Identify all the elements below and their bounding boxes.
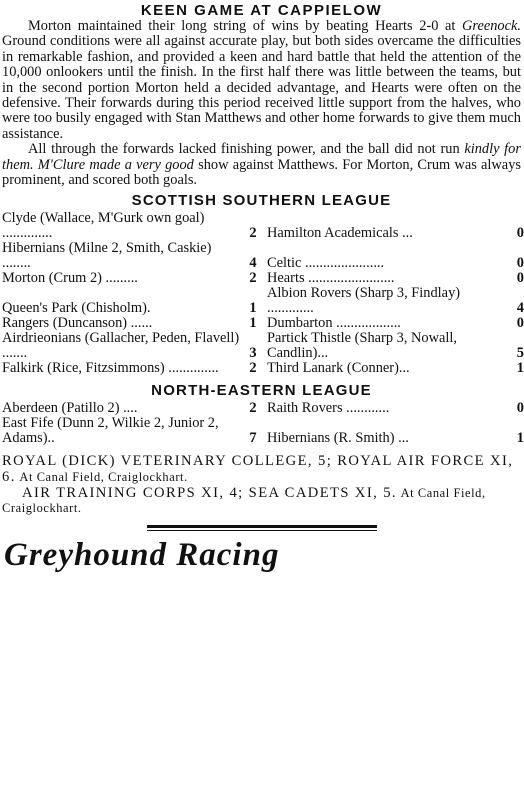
home-team: East Fife (Dunn 2, Wilkie 2, Junior 2, Adams).. — [2, 415, 219, 447]
home-score: 2 — [249, 400, 257, 417]
greyhound-racing-heading: Greyhound Racing — [4, 536, 280, 573]
article-paragraph-1 — [0, 19, 523, 142]
home-score: 7 — [249, 430, 257, 447]
away-score: 1 — [516, 360, 524, 377]
away-score: 0 — [516, 255, 524, 272]
home-score: 2 — [249, 225, 257, 242]
away-team: Partick Thistle (Sharp 3, Nowall, Candlin)... — [267, 330, 457, 362]
home-score: 1 — [249, 300, 257, 317]
home-team: Clyde (Wallace, M'Gurk own goal) .............. — [2, 210, 205, 242]
result-row — [2, 331, 524, 361]
notice-main: ROYAL (DICK) VETERINARY COLLEGE, 5; ROYAL AIR FORCE XI, 6. — [2, 453, 514, 486]
away-team: Hibernians (R. Smith) ... — [267, 430, 409, 447]
result-row — [2, 316, 524, 331]
text-run: All through the forwards lacked finishing power, and the ball did not run — [28, 141, 465, 158]
northeastern-league-title: NORTH-EASTERN LEAGUE — [151, 382, 372, 400]
away-score: 0 — [516, 270, 524, 287]
section-divider-thin — [147, 530, 377, 531]
home-score: 1 — [249, 315, 257, 332]
result-row — [2, 211, 524, 241]
home-score: 3 — [249, 345, 257, 362]
southern-league-title: SCOTTISH SOUTHERN LEAGUE — [131, 192, 392, 210]
notice-main: AIR TRAINING CORPS XI, 4; SEA CADETS XI, 5. — [22, 484, 397, 501]
away-team: Third Lanark (Conner)... — [267, 360, 410, 377]
italic-text-run: kindly for them. M'Clure made a very good — [2, 141, 521, 173]
northeastern-league-results — [2, 401, 524, 446]
result-row — [2, 286, 524, 316]
result-row — [2, 241, 524, 271]
home-team: Hibernians (Milne 2, Smith, Caskie) ........ — [2, 240, 212, 272]
home-team: Aberdeen (Patillo 2) .... — [2, 400, 138, 417]
away-team: Hearts ........................ — [267, 270, 395, 287]
home-team: Falkirk (Rice, Fitzsimmons) .............. — [2, 360, 219, 377]
home-score: 2 — [249, 270, 257, 287]
article-headline: KEEN GAME AT CAPPIELOW — [140, 2, 383, 19]
article-paragraph-2 — [0, 142, 523, 188]
away-team: Hamilton Academicals ... — [267, 225, 413, 242]
away-score: 0 — [516, 400, 524, 417]
result-row — [2, 416, 524, 446]
home-team: Rangers (Duncanson) ...... — [2, 315, 153, 332]
away-team: Raith Rovers ............ — [267, 400, 390, 417]
notice-atc-vs-sea-cadets — [0, 486, 523, 517]
notice-veterinary-vs-raf — [0, 454, 523, 485]
southern-league-results — [2, 211, 524, 376]
notice-venue: At Canal Field, Craiglockhart. — [19, 470, 188, 485]
text-run: show against Matthews. For Morton, Crum was always prominent, and scored both goals. — [2, 156, 521, 189]
match-notices — [0, 454, 523, 516]
text-run: Morton maintained their long string of wins by beating Hearts 2-0 at — [28, 18, 462, 34]
notice-venue: At Canal Field, Craiglockhart. — [2, 485, 486, 516]
italic-text-run: Greenock. — [462, 18, 521, 34]
home-score: 2 — [249, 360, 257, 377]
away-score: 0 — [516, 315, 524, 332]
away-score: 1 — [516, 430, 524, 447]
text-run: Ground conditions were all against accurate play, but both sides overcame the difficulties in remarkable fashion, and provided a keen and hard battle that held the attention of the 10,000 onlookers until the finish. In the first half there was little between the teams, but in the second portion Morton held a decided advantage, and Hearts were often on the defensive. Their forwards during this period received little support from the halves, who were too busily engaged with Stan Matthews and other home forwards to give them much assistance. — [2, 33, 521, 142]
result-row — [2, 271, 524, 286]
result-row — [2, 401, 524, 416]
away-team: Albion Rovers (Sharp 3, Findlay) ............. — [267, 285, 461, 317]
home-team: Airdrieonians (Gallacher, Peden, Flavell) ....... — [2, 330, 240, 362]
result-row — [2, 361, 524, 376]
section-divider-thick — [147, 525, 377, 528]
away-score: 0 — [516, 225, 524, 242]
home-score: 4 — [249, 255, 257, 272]
away-team: Dumbarton .................. — [267, 315, 401, 332]
home-team: Morton (Crum 2) ......... — [2, 270, 138, 287]
away-score: 4 — [516, 300, 524, 317]
away-team: Celtic ...................... — [267, 255, 385, 272]
home-team: Queen's Park (Chisholm). — [2, 300, 151, 317]
away-score: 5 — [516, 345, 524, 362]
